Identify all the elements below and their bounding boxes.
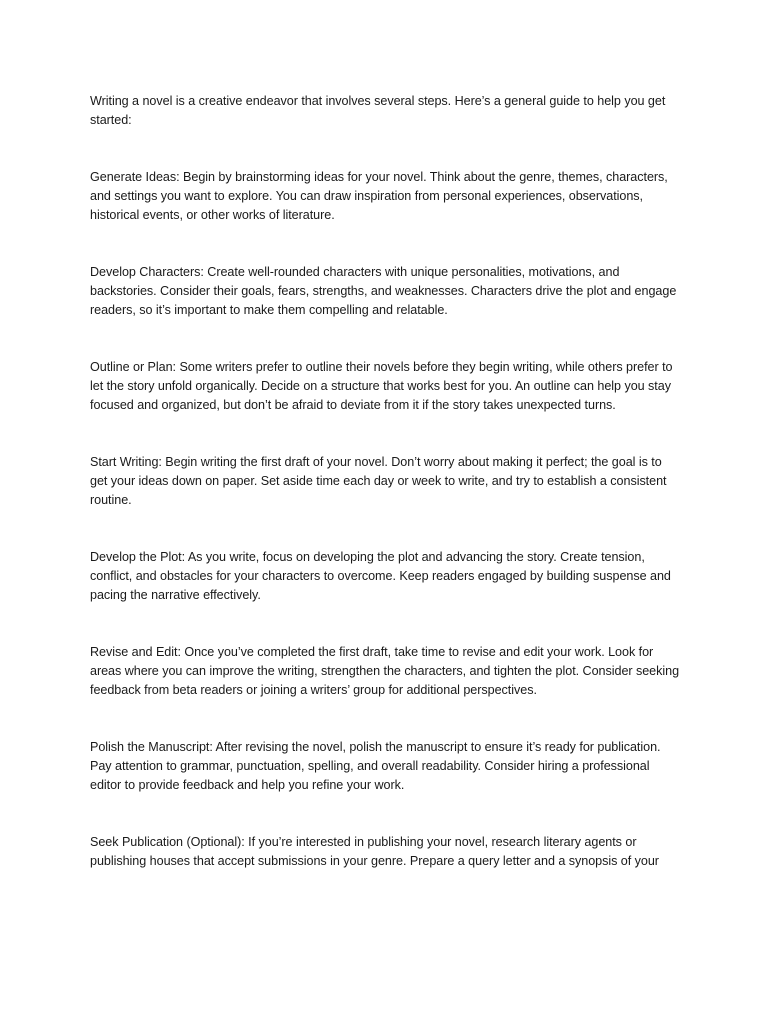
paragraph-revise-and-edit: Revise and Edit: Once you’ve completed the first draft, take time to revise and edit your work. Look for areas where you can improve the writing, strengthen the characters, and tighten the plot. Consider seeking feedback from beta readers or joining a writers’ group for additional perspectives.: [90, 645, 680, 697]
paragraph-start-writing: Start Writing: Begin writing the first draft of your novel. Don’t worry about making it perfect; the goal is to get your ideas down on paper. Set aside time each day or week to write, and try to establish a consistent routine.: [90, 455, 667, 507]
paragraph-develop-the-plot: Develop the Plot: As you write, focus on developing the plot and advancing the story. Create tension, conflict, and obstacles for your characters to overcome. Keep readers engaged by building suspense and pacing the narrative effectively.: [90, 550, 671, 602]
paragraph-seek-publication: Seek Publication (Optional): If you’re interested in publishing your novel, research literary agents or publishing houses that accept submissions in your genre. Prepare a query letter and a synopsis of your: [90, 835, 659, 868]
paragraph-generate-ideas: Generate Ideas: Begin by brainstorming ideas for your novel. Think about the genre, themes, characters, and settings you want to explore. You can draw inspiration from personal experiences, observations, historical events, or other works of literature.: [90, 170, 668, 222]
document-body: [90, 92, 682, 909]
paragraph-polish-the-manuscript: Polish the Manuscript: After revising the novel, polish the manuscript to ensure it’s ready for publication. Pay attention to grammar, punctuation, spelling, and overall readability. Consider hiring a professional editor to provide feedback and help you refine your work.: [90, 740, 661, 792]
paragraph-outline-or-plan: Outline or Plan: Some writers prefer to outline their novels before they begin writing, while others prefer to let the story unfold organically. Decide on a structure that works best for you. An outline can help you stay focused and organized, but don’t be afraid to deviate from it if the story takes unexpected turns.: [90, 360, 673, 412]
intro-paragraph: Writing a novel is a creative endeavor that involves several steps. Here’s a general guide to help you get started:: [90, 94, 666, 127]
paragraph-develop-characters: Develop Characters: Create well-rounded characters with unique personalities, motivations, and backstories. Consider their goals, fears, strengths, and weaknesses. Characters drive the plot and engage readers, so it’s important to make them compelling and relatable.: [90, 265, 677, 317]
